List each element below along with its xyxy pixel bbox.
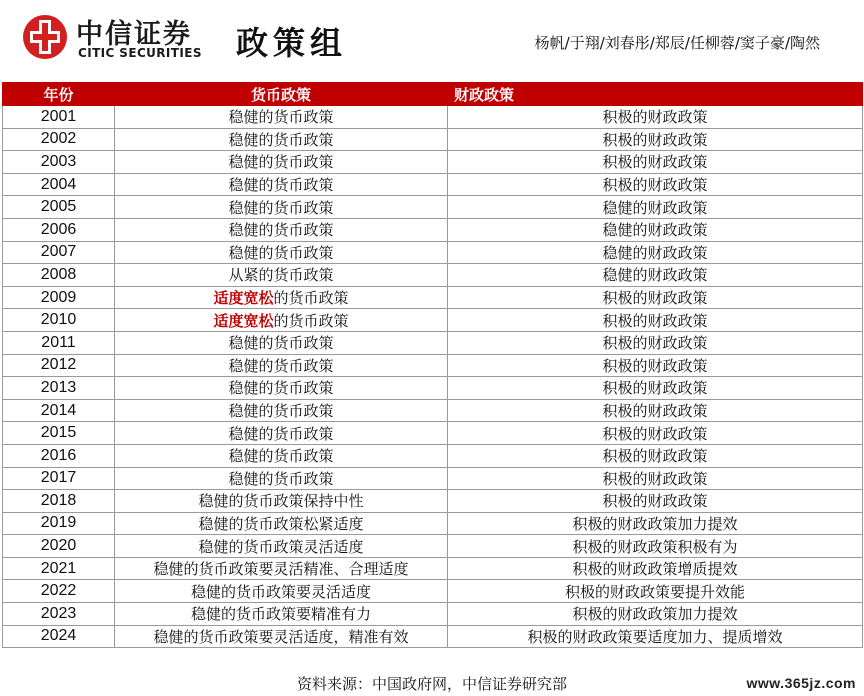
fiscal-policy-cell: 积极的财政政策: [448, 422, 863, 445]
policy-table: [2, 82, 863, 648]
fiscal-policy-cell: 积极的财政政策: [448, 309, 863, 332]
table-row: [3, 490, 863, 513]
highlighted-policy-term: 适度宽松: [213, 311, 274, 330]
table-row: [3, 241, 863, 264]
monetary-policy-text: 从紧的货币政策: [228, 266, 334, 285]
table-row: [3, 354, 863, 377]
monetary-policy-cell: [115, 444, 448, 467]
fiscal-policy-cell: 积极的财政政策加力提效: [448, 512, 863, 535]
year-cell: 2012: [3, 354, 115, 377]
monetary-policy-text: 稳健的货币政策: [228, 176, 334, 195]
monetary-policy-cell: [115, 535, 448, 558]
monetary-policy-cell: [115, 173, 448, 196]
year-cell: 2007: [3, 241, 115, 264]
fiscal-policy-cell: 积极的财政政策: [448, 128, 863, 151]
fiscal-policy-cell: 稳健的财政政策: [448, 196, 863, 219]
monetary-policy-text: 稳健的货币政策: [228, 153, 334, 172]
monetary-policy-cell: [115, 196, 448, 219]
citic-logo-icon: [22, 14, 68, 60]
fiscal-policy-cell: 积极的财政政策要适度加力、提质增效: [448, 625, 863, 648]
monetary-policy-cell: [115, 264, 448, 287]
fiscal-policy-cell: 积极的财政政策积极有为: [448, 535, 863, 558]
year-cell: 2005: [3, 196, 115, 219]
monetary-policy-text: 稳健的货币政策要灵活精准、合理适度: [153, 560, 409, 579]
monetary-policy-cell: [115, 557, 448, 580]
year-cell: 2014: [3, 399, 115, 422]
fiscal-policy-cell: 稳健的财政政策: [448, 218, 863, 241]
monetary-policy-text: 稳健的货币政策: [228, 198, 334, 217]
monetary-policy-text: 稳健的货币政策: [228, 334, 334, 353]
source-note: 资料来源：中国政府网，中信证券研究部: [296, 675, 567, 693]
year-cell: 2001: [3, 106, 115, 129]
monetary-policy-cell: [115, 331, 448, 354]
fiscal-policy-cell: 积极的财政政策: [448, 444, 863, 467]
table-row: [3, 331, 863, 354]
year-cell: 2020: [3, 535, 115, 558]
table-row: [3, 580, 863, 603]
fiscal-policy-cell: 积极的财政政策: [448, 151, 863, 174]
monetary-policy-cell: [115, 354, 448, 377]
year-cell: 2017: [3, 467, 115, 490]
monetary-policy-text: 稳健的货币政策: [228, 108, 334, 127]
year-cell: 2008: [3, 264, 115, 287]
table-row: [3, 557, 863, 580]
monetary-policy-text: 稳健的货币政策: [228, 447, 334, 466]
brand-name-cn: 中信证券: [76, 19, 192, 50]
year-cell: 2018: [3, 490, 115, 513]
monetary-policy-cell: [115, 467, 448, 490]
monetary-policy-text: 的货币政策: [273, 289, 349, 308]
monetary-policy-text: 稳健的货币政策保持中性: [198, 492, 364, 511]
column-header-fiscal: 财政政策: [448, 83, 863, 106]
fiscal-policy-cell: 稳健的财政政策: [448, 264, 863, 287]
monetary-policy-text: 稳健的货币政策: [228, 221, 334, 240]
monetary-policy-cell: [115, 309, 448, 332]
monetary-policy-cell: [115, 286, 448, 309]
fiscal-policy-cell: 积极的财政政策: [448, 377, 863, 400]
monetary-policy-cell: [115, 128, 448, 151]
fiscal-policy-cell: 积极的财政政策: [448, 399, 863, 422]
table-row: [3, 218, 863, 241]
year-cell: 2010: [3, 309, 115, 332]
table-row: [3, 399, 863, 422]
year-cell: 2003: [3, 151, 115, 174]
monetary-policy-cell: [115, 422, 448, 445]
fiscal-policy-cell: 积极的财政政策: [448, 106, 863, 129]
monetary-policy-cell: [115, 512, 448, 535]
monetary-policy-text: 稳健的货币政策: [228, 379, 334, 398]
table-row: [3, 467, 863, 490]
monetary-policy-cell: [115, 580, 448, 603]
monetary-policy-text: 稳健的货币政策: [228, 402, 334, 421]
year-cell: 2002: [3, 128, 115, 151]
monetary-policy-text: 稳健的货币政策要精准有力: [190, 605, 371, 624]
year-cell: 2015: [3, 422, 115, 445]
year-cell: 2016: [3, 444, 115, 467]
table-row: [3, 264, 863, 287]
monetary-policy-cell: [115, 603, 448, 626]
monetary-policy-cell: [115, 490, 448, 513]
monetary-policy-text: 稳健的货币政策: [228, 469, 334, 488]
table-row: [3, 444, 863, 467]
fiscal-policy-cell: 积极的财政政策: [448, 467, 863, 490]
watermark: www.365jz.com: [746, 675, 856, 691]
monetary-policy-text: 稳健的货币政策要灵活适度，精准有效: [153, 627, 409, 646]
monetary-policy-cell: [115, 151, 448, 174]
fiscal-policy-cell: 积极的财政政策: [448, 490, 863, 513]
year-cell: 2023: [3, 603, 115, 626]
monetary-policy-text: 稳健的货币政策要灵活适度: [190, 582, 371, 601]
table-row: [3, 196, 863, 219]
monetary-policy-cell: [115, 625, 448, 648]
column-header-year: 年份: [3, 83, 115, 106]
table-row: [3, 603, 863, 626]
year-cell: 2021: [3, 557, 115, 580]
monetary-policy-text: 的货币政策: [273, 311, 349, 330]
year-cell: 2009: [3, 286, 115, 309]
monetary-policy-text: 稳健的货币政策: [228, 243, 334, 262]
monetary-policy-cell: [115, 399, 448, 422]
year-cell: 2013: [3, 377, 115, 400]
monetary-policy-text: 稳健的货币政策松紧适度: [198, 514, 364, 533]
report-header: [0, 0, 864, 78]
table-row: [3, 151, 863, 174]
table-row: [3, 128, 863, 151]
authors-line: 杨帆/于翔/刘春彤/郑辰/任柳蓉/窦子豪/陶然: [534, 34, 820, 52]
fiscal-policy-cell: 积极的财政政策: [448, 331, 863, 354]
year-cell: 2004: [3, 173, 115, 196]
fiscal-policy-cell: 积极的财政政策: [448, 354, 863, 377]
monetary-policy-cell: [115, 106, 448, 129]
fiscal-policy-cell: 积极的财政政策: [448, 286, 863, 309]
fiscal-policy-cell: 稳健的财政政策: [448, 241, 863, 264]
highlighted-policy-term: 适度宽松: [213, 289, 274, 308]
table-row: [3, 173, 863, 196]
table-row: [3, 286, 863, 309]
fiscal-policy-cell: 积极的财政政策加力提效: [448, 603, 863, 626]
table-row: [3, 512, 863, 535]
monetary-policy-cell: [115, 377, 448, 400]
table-row: [3, 309, 863, 332]
year-cell: 2011: [3, 331, 115, 354]
year-cell: 2006: [3, 218, 115, 241]
monetary-policy-text: 稳健的货币政策: [228, 130, 334, 149]
table-header-row: [3, 83, 863, 106]
year-cell: 2024: [3, 625, 115, 648]
fiscal-policy-cell: 积极的财政政策增质提效: [448, 557, 863, 580]
table-row: [3, 535, 863, 558]
table-row: [3, 422, 863, 445]
year-cell: 2019: [3, 512, 115, 535]
table-row: [3, 625, 863, 648]
table-body: [3, 106, 863, 648]
monetary-policy-cell: [115, 218, 448, 241]
table-row: [3, 377, 863, 400]
fiscal-policy-cell: 积极的财政政策: [448, 173, 863, 196]
monetary-policy-cell: [115, 241, 448, 264]
group-title: 政策组: [236, 24, 348, 62]
monetary-policy-text: 稳健的货币政策灵活适度: [198, 537, 364, 556]
monetary-policy-text: 稳健的货币政策: [228, 356, 334, 375]
monetary-policy-text: 稳健的货币政策: [228, 424, 334, 443]
year-cell: 2022: [3, 580, 115, 603]
column-header-monetary: 货币政策: [115, 83, 448, 106]
fiscal-policy-cell: 积极的财政政策要提升效能: [448, 580, 863, 603]
brand-name-en: CITIC SECURITIES: [78, 46, 202, 60]
table-row: [3, 106, 863, 129]
